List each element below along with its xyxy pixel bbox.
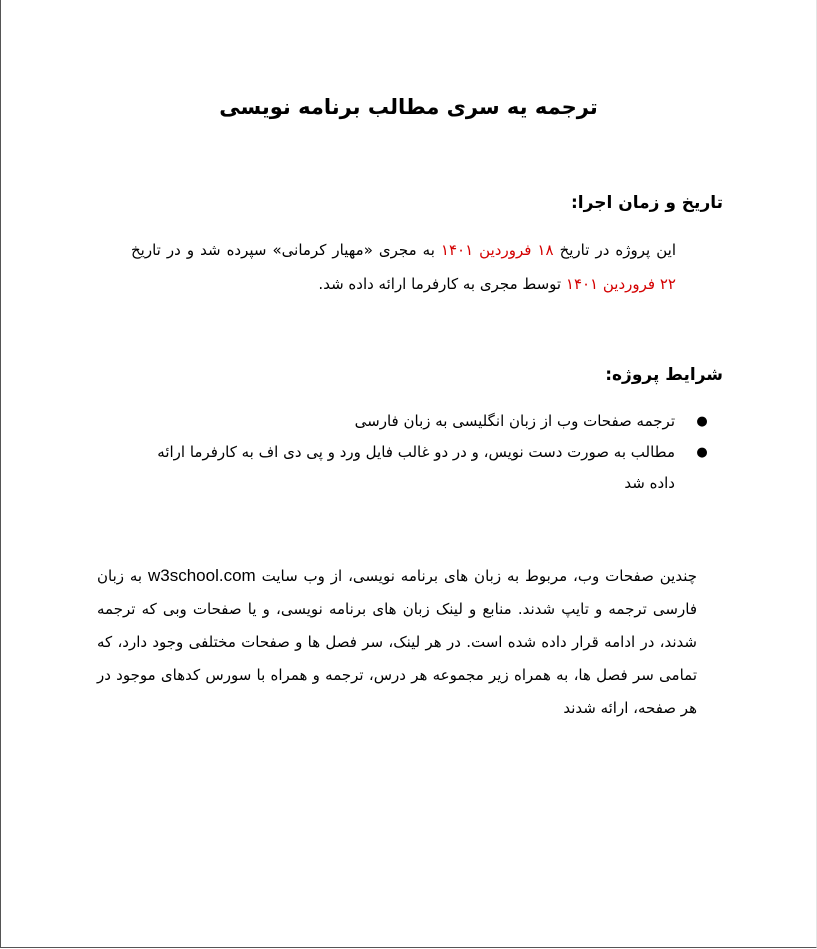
execution-text-part2: به مجری «مهیار کرمانی» سپرده شد و در تاریخ (131, 241, 441, 259)
project-conditions-heading: شرایط پروژه: (605, 365, 723, 385)
conditions-list (131, 406, 709, 499)
description-paragraph (97, 559, 697, 725)
condition-text: ترجمه صفحات وب از زبان انگلیسی به زبان فارسی (354, 412, 675, 430)
list-item (131, 437, 709, 499)
bullet-icon: ● (696, 414, 708, 429)
execution-text-part1: این پروژه در تاریخ (553, 241, 676, 259)
execution-date-paragraph (131, 233, 676, 301)
condition-text: مطالب به صورت دست نویس، و در دو غالب فایل ورد و پی دی اف به کارفرما ارائه داده شد (157, 443, 675, 492)
start-date: ۱۸ فروردین ۱۴۰۱ (440, 241, 554, 259)
website-name: w3school.com (148, 566, 256, 585)
list-item (131, 406, 709, 437)
delivery-date: ۲۲ فروردین ۱۴۰۱ (565, 275, 676, 293)
description-text-part2: به زبان فارسی ترجمه و تایپ شدند. منابع و لینک زبان های برنامه نویسی، و یا صفحات وبی که ترجمه شدند، در ادامه قرار داده شده است. در هر لینک، سر فصل ها و صفحات مختلفی وجود دارد، که تمامی سر فصل ها، به همراه زیر مجموعه هر درس، ترجمه و همراه با سورس کدهای موجود در هر صفحه، ارائه شدند (97, 567, 697, 717)
execution-date-heading: تاریخ و زمان اجرا: (571, 193, 723, 213)
execution-text-part3: توسط مجری به کارفرما ارائه داده شد. (318, 275, 566, 293)
bullet-icon: ● (696, 445, 708, 460)
description-text-part1: چندین صفحات وب، مربوط به زبان های برنامه نویسی، از وب سایت (255, 567, 697, 585)
document-title: ترجمه یه سری مطالب برنامه نویسی (219, 95, 598, 119)
